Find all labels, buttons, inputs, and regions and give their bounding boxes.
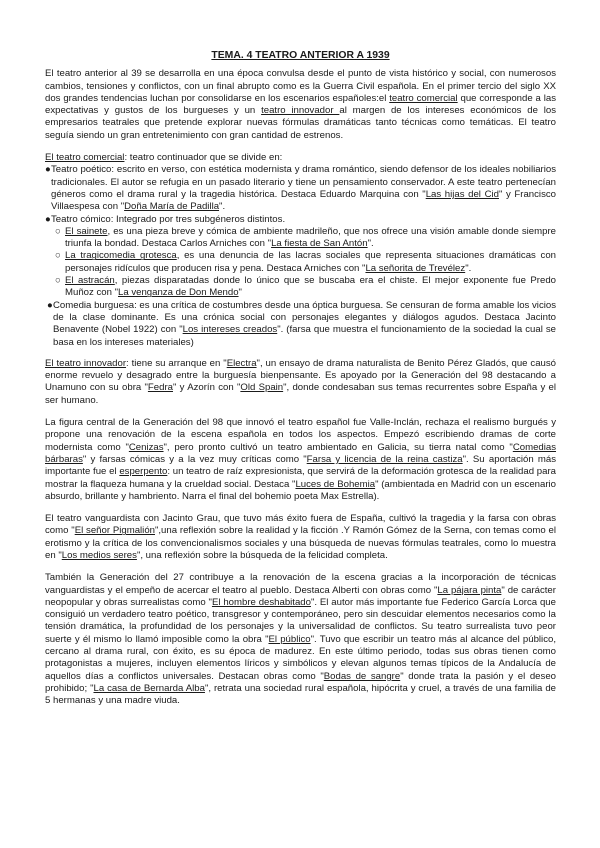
gen27-work-pajara: La pájara pinta: [437, 584, 502, 596]
astracan-work: La venganza de Don Mendo: [118, 287, 239, 299]
astracan-text-1: , piezas disparatadas donde lo único que se buscaba era el chiste. El mejor exponente fue Predo Muñoz con ": [65, 275, 556, 299]
innovador-heading: El teatro innovador: [45, 357, 127, 369]
gen27-text-5: " donde trata la pasión y el deseo prohibido; ": [45, 670, 556, 694]
circle-bullet-icon: ○: [55, 225, 61, 237]
intro-text-2: que corresponde a las expectativas y gustos de los burgueses y un: [45, 92, 556, 117]
poetico-work-1: Las hijas del Cid: [425, 188, 499, 200]
bullet-icon: ●: [45, 213, 51, 225]
circle-bullet-icon: ○: [55, 250, 61, 262]
comercial-heading-underlined: El teatro comercial: [45, 152, 125, 164]
list-item-sainete: [55, 226, 556, 251]
valle-text-2: ", pero pronto cultivó un teatro ambientado en Galicia, su tierra natal como ": [163, 441, 513, 453]
innovador-text-2: ", un ensayo de drama naturalista de Benito Pérez Gladós, que causó enorme revuelo y desagrado entre la burguesía bienpensante. Es apoyado por la Generación del 98 destacando a Unamuno con su obra ": [45, 357, 556, 394]
valle-work-cenizas: Cenizas: [128, 441, 164, 453]
astracan-text-2: ": [238, 287, 242, 299]
list-item-comedia-burguesa: [47, 300, 556, 349]
valle-text-6: " (ambientada en Madrid con un escenario absurdo, brillante y hambriento. Narra el final del bohemio poeta Max Estrella).: [45, 478, 556, 502]
intro-paragraph: [45, 68, 556, 142]
burguesa-work: Los intereses creados: [182, 324, 278, 336]
valle-text-5: : un teatro de raíz expresionista, que servirá de la deformación grotesca de la realidad para mostrar la flaqueza humana y la crueldad social. Destaca ": [45, 466, 556, 490]
tragicomedia-text-1: , es una denuncia de las lacras sociales que representa situaciones dramáticas con personajes ridículos que producen risa y pena. Destaca Arniches con ": [65, 250, 556, 274]
innovador-work-electra: Electra: [226, 357, 257, 369]
sainete-term: El sainete: [65, 225, 108, 237]
poetico-text-1: Teatro poético: escrito en verso, con estética modernista y drama romántico, siendo defensor de los ideales nobiliarios tradicionales. El autor se refugia en un pasado literario y tiene un pensamiento conservador. A este teatro pertenecían géneros como el drama rural y la tragedia histórica. Destaca Eduardo Marquina con ": [51, 164, 556, 200]
valle-work-luces: Luces de Bohemia: [295, 478, 376, 490]
vanguardia-work-pigmalion: El señor Pigmalión: [74, 525, 155, 537]
gen27-work-bodas: Bodas de sangre: [323, 670, 401, 682]
vanguardia-text-3: ", una reflexión sobre la búsqueda de la felicidad completa.: [136, 549, 388, 561]
valle-text-4: ". Su aportación más importante fue el: [45, 453, 557, 478]
list-item-teatro-comico: [45, 214, 556, 226]
innovador-text-3: " y Azorín con ": [172, 382, 241, 394]
burguesa-text-2: ". (farsa que muestra el funcionamiento de la sociedad la cual se basa en los intereses materiales): [53, 324, 556, 348]
intro-link-teatro-innovador: teatro innovador: [261, 105, 340, 117]
vanguardia-paragraph: [45, 513, 556, 562]
list-item-teatro-poetico: [45, 164, 556, 213]
gen27-text-6: ", retrata una sociedad rural española, hipócrita y cruel, a través de una familia de 5 hermanas y una madre viuda.: [45, 682, 556, 707]
vanguardia-text-2: ",una reflexión sobre la realidad y la ficción .Y Ramón Gómez de la Serna, con temas como el erotismo y la crítica de los convencionalismos sociales y una búsqueda de nuevas fórmulas teatrales, como lo muestra en ": [45, 525, 556, 561]
gen27-text-2: " de carácter neopopular y obras surrealistas como ": [45, 584, 556, 608]
valle-paragraph: [45, 417, 556, 503]
sainete-text-1: , es una pieza breve y cómica de ambiente madrileño, que nos ofrece una visión amable donde siempre triunfa la bondad. Destaca Carlos Arniches con ": [65, 225, 556, 250]
poetico-text-2: " y Francisco Villaespesa con ": [51, 188, 556, 213]
circle-bullet-icon: ○: [55, 275, 61, 287]
innovador-paragraph: [45, 358, 556, 407]
poetico-work-2: Doña María de Padilla: [124, 201, 220, 213]
list-item-tragicomedia: [55, 250, 556, 275]
valle-text-1: La figura central de la Generación del 98 que innovó el teatro español fue Valle-Inclán, rechaza el realismo burgués y propone una renovación de la escena española en todos los aspectos. Empezó escribiendo dramas de corte modernista como ": [45, 417, 556, 453]
comercial-heading: [45, 152, 556, 164]
gen27-paragraph: [45, 572, 556, 707]
comercial-heading-text: : teatro continuador que se divide en:: [124, 152, 283, 164]
comico-text: Teatro cómico: Integrado por tres subgéneros distintos.: [51, 213, 286, 225]
gen27-work-bernarda: La casa de Bernarda Alba: [93, 682, 205, 694]
gen27-text-4: ". Tuvo que escribir un teatro más al alcance del público, cercano al drama rural, con éxito, es su época de madurez. En este último periodo, todas sus obras tienen como protagonistas a mujeres, incluyen elementos líricos y simbólicos y elevan algunos temas típicos de la Andalucía de aquellos días a conflictos universales. Destacan obras como ": [45, 633, 556, 682]
astracan-term: El astracán: [65, 275, 115, 287]
gen27-work-hombre: El hombre deshabitado: [211, 596, 311, 608]
innovador-work-old-spain: Old Spain: [240, 382, 284, 394]
innovador-text-4: ", donde condesaban sus temas recurrentes sobre España y el ser humano.: [45, 382, 557, 406]
tragicomedia-term: La tragicomedia grotesca: [65, 250, 177, 262]
intro-text-1: El teatro anterior al 39 se desarrolla en una época convulsa desde el punto de vista histórico y social, con numerosos cambios, tensiones y conflictos, con un final abrupto como es la Guerra Civil española. En el primer tercio del siglo XX dos grandes tendencias luchan por consolidarse en los escenarios españoles:el: [45, 68, 556, 104]
document-title: TEMA. 4 TEATRO ANTERIOR A 1939: [211, 50, 390, 61]
burguesa-text-1: Comedia burguesa: es una crítica de costumbres desde una óptica burguesa. Se censuran de forma amable los vicios de la clase dominante. Es una crónica social con personajes elegantes y diálogos agudos. Destaca Jacinto Benavente (Nobel 1922) con ": [53, 299, 556, 336]
poetico-text-3: ".: [219, 201, 226, 213]
gen27-text-1: También la Generación del 27 contribuye a la renovación de la escena gracias a la incorporación de técnicas vanguardistas y el empeño de acercar el teatro al pueblo. Destaca Alberti con obras como ": [45, 572, 556, 596]
sainete-work: La fiesta de San Antón: [271, 238, 368, 250]
bullet-icon: ●: [47, 299, 53, 311]
intro-text-3: al margen de los intereses económicos de los empresarios teatrales que pretende explorar nuevas fórmulas dramáticas tanto técnicas como temáticas. El teatro seguía siendo un gran entretenimiento con gran cantidad de estrenos.: [45, 105, 557, 141]
valle-work-comedias: Comedias bárbaras: [45, 441, 557, 465]
bullet-icon: ●: [45, 164, 51, 176]
valle-text-3: " y farsas cómicas y a la vez muy críticas como ": [82, 453, 307, 465]
comercial-list: [45, 164, 556, 348]
vanguardia-work-medios-seres: Los medios seres: [61, 549, 137, 561]
tragicomedia-work: La señorita de Trevélez: [365, 262, 466, 274]
innovador-text-1: : tiene su arranque en ": [126, 357, 227, 369]
gen27-text-3: ". El autor más importante fue Federico García Lorca que consiguió un verdadero teatro poético, transgresor y contemporáneo, pero sin descuidar elementos necesarios como la tensión dramática, la profundidad de los personajes y la universalidad de conflictos. Su teatro surrealista tuvo peor suerte y él mismo lo llamó imposible como la obra ": [45, 596, 556, 645]
gen27-work-publico: El público: [268, 633, 311, 645]
intro-link-teatro-comercial: teatro comercial: [389, 92, 458, 104]
list-item-astracan: [55, 275, 556, 300]
innovador-work-fedra: Fedra: [147, 382, 173, 394]
sainete-text-2: ".: [367, 238, 374, 250]
valle-term-esperpento: esperpento: [119, 466, 168, 478]
tragicomedia-text-2: ".: [465, 262, 472, 274]
vanguardia-text-1: El teatro vanguardista con Jacinto Grau, que tuvo más éxito fuera de España, cultivó la tragedia y la farsa con obras como ": [45, 513, 556, 537]
valle-work-farsa: Farsa y licencia de la reina castiza: [306, 453, 463, 465]
